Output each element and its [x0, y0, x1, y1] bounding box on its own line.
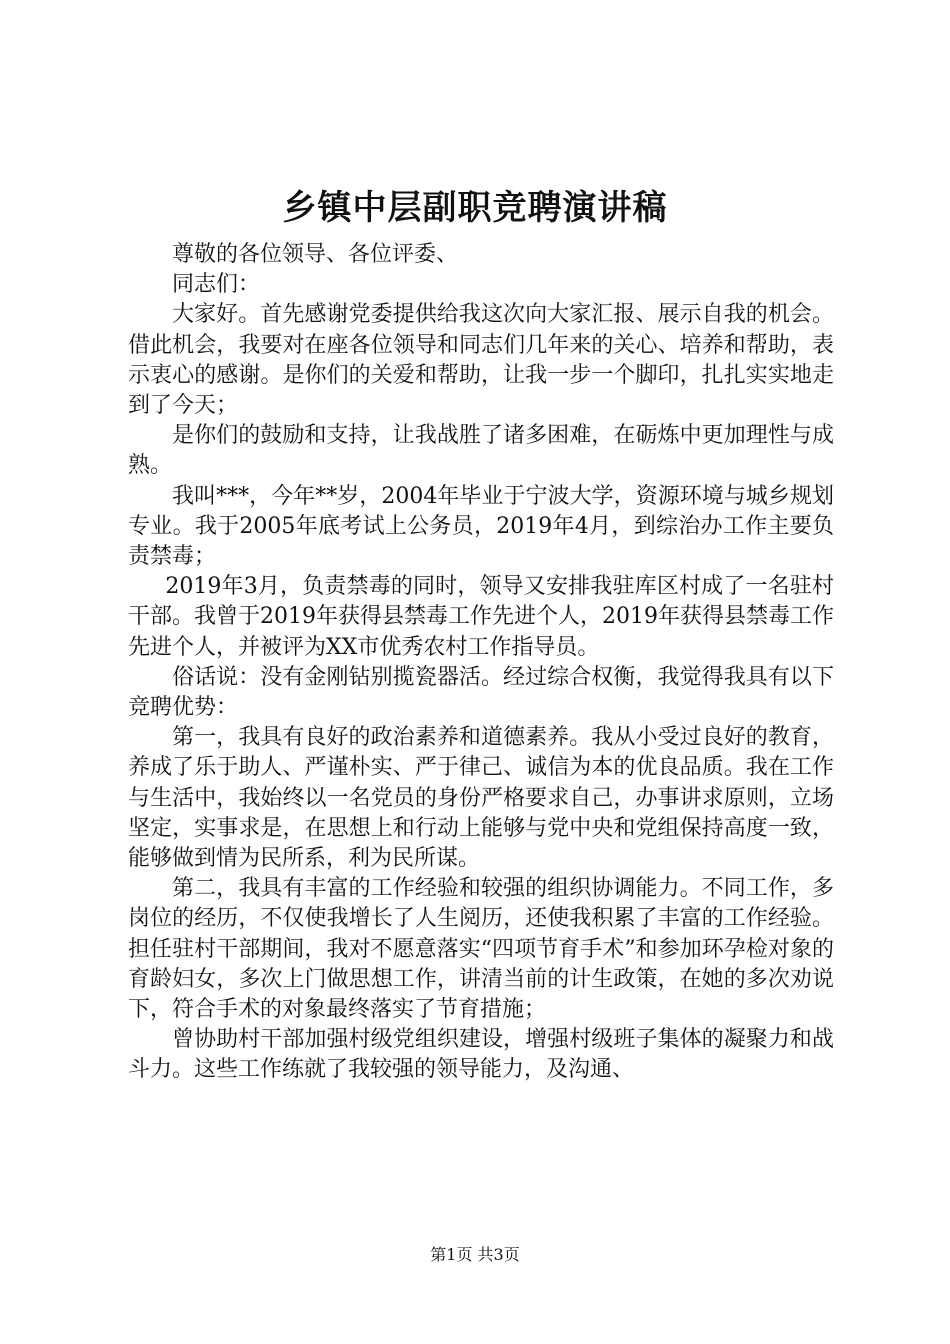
paragraph-party-building: 曾协助村干部加强村级党组织建设，增强村级班子集体的凝聚力和战斗力。这些工作练就了我较强的领导能力，及沟通、	[128, 1027, 834, 1083]
paragraph-advantage-1: 第一，我具有良好的政治素养和道德素养。我从小受过良好的教育，养成了乐于助人、严谨朴实、严于律己、诚信为本的优良品质。我在工作与生活中，我始终以一名党员的身份严格要求自己，办事讲求原则，立场坚定，实事求是，在思想上和行动上能够与党中央和党组保持高度一致，能够做到情为民所系，利为民所谋。	[128, 725, 834, 872]
paragraph-advantages-intro: 俗话说：没有金刚钻别揽瓷器活。经过综合权衡，我觉得我具有以下竞聘优势：	[128, 664, 834, 721]
paragraph-advantage-2: 第二，我具有丰富的工作经验和较强的组织协调能力。不同工作，多岗位的经历，不仅使我增长了人生阅历，还使我积累了丰富的工作经验。担任驻村干部期间，我对不愿意落实“四项节育手术”和参加环孕检对象的育龄妇女，多次上门做思想工作，讲清当前的计生政策，在她的多次劝说下，符合手术的对象最终落实了节育措施；	[128, 876, 834, 1023]
paragraph-greeting: 大家好。首先感谢党委提供给我这次向大家汇报、展示自我的机会。借此机会，我要对在座各位领导和同志们几年来的关心、培养和帮助，表示衷心的感谢。是你们的关爱和帮助，让我一步一个脚印，扎扎实实地走到了今天；	[128, 302, 834, 419]
page-footer: 第1页 共3页	[430, 1245, 520, 1264]
paragraph-self-intro: 我叫***，今年**岁，2004年毕业于宁波大学，资源环境与城乡规划专业。我于2005年底考试上公务员，2019年4月，到综治办工作主要负责禁毒；	[128, 483, 834, 570]
salutation-line-2: 同志们：	[172, 272, 261, 298]
paragraph-experience: 2019年3月，负责禁毒的同时，领导又安排我驻库区村成了一名驻村干部。我曾于2019年获得县禁毒工作先进个人，2019年获得县禁毒工作先进个人，并被评为XX市优秀农村工作指导员。	[128, 574, 834, 660]
salutation-line-1: 尊敬的各位领导、各位评委、	[172, 242, 459, 267]
paragraph-gratitude: 是你们的鼓励和支持，让我战胜了诸多困难，在砺炼中更加理性与成熟。	[128, 423, 834, 479]
document-title: 乡镇中层副职竞聘演讲稿	[282, 188, 668, 228]
document-body	[128, 240, 834, 1086]
